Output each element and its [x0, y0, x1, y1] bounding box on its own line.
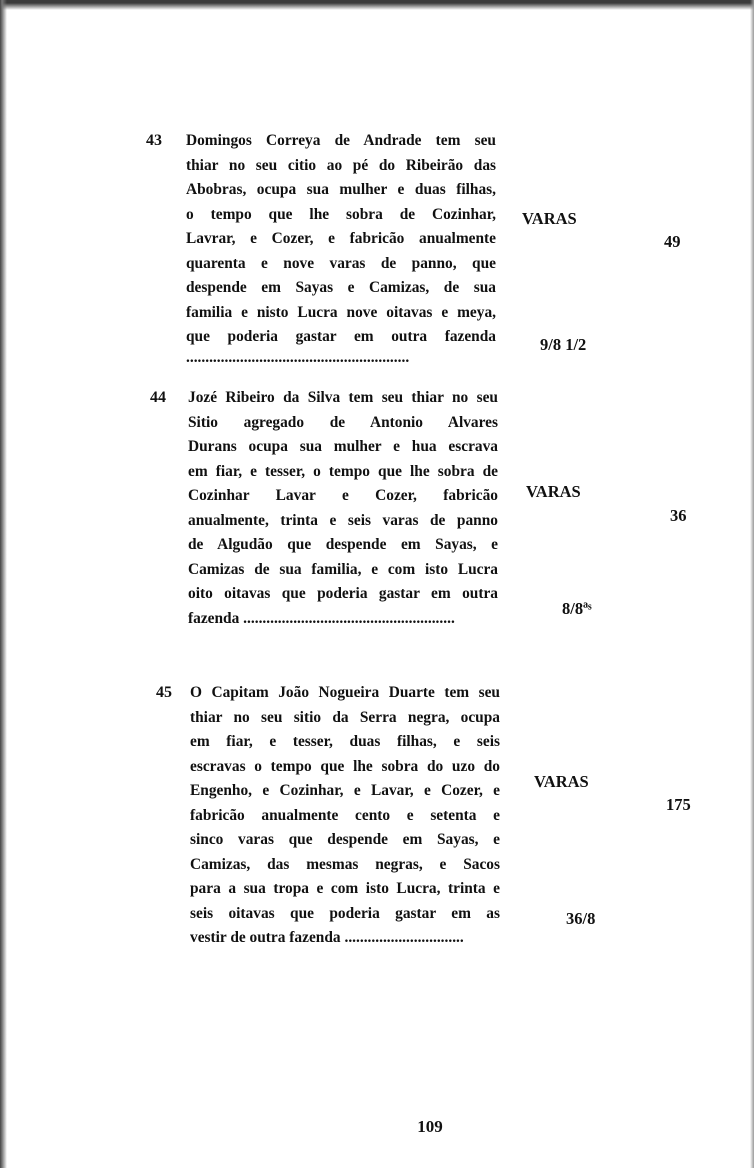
dotted-leader: ............................... [344, 929, 464, 946]
text-line: oito oitavas que poderia gastar em outra [188, 585, 498, 602]
value-oitavas: 8/8ªˢ [562, 599, 592, 618]
text-line: de Algudão que despende em Sayas, e [188, 536, 498, 553]
text-line: despende em Sayas e Camizas, de sua [186, 279, 496, 296]
text-line: em fiar, e tesser, o tempo que lhe sobra de [188, 462, 498, 480]
text-line: anualmente, trinta e seis varas de panno [188, 511, 498, 529]
dotted-leader: ....................................................... [243, 609, 455, 627]
dotted-leader: .......................................................... [186, 349, 410, 366]
value-oitavas: 9/8 1/2 [540, 335, 587, 354]
text-line: thiar no seu sitio da Serra negra, ocupa [190, 708, 500, 726]
text-line-last [188, 607, 498, 632]
quantity-value: 175 [666, 795, 691, 814]
entry-text [188, 386, 498, 631]
text-line: familia e nisto Lucra nove oitavas e meya, [186, 303, 496, 321]
value-oitavas: 36/8 [566, 909, 596, 928]
unit-label: VARAS [534, 772, 589, 791]
unit-label: VARAS [526, 482, 581, 501]
page-number: 109 [417, 1117, 443, 1136]
entry-text [186, 129, 496, 370]
text-line: Jozé Ribeiro da Silva tem seu thiar no seu [188, 389, 498, 406]
text-line: Abobras, ocupa sua mulher e duas filhas, [186, 181, 496, 198]
scan-edge-left [0, 0, 7, 1168]
quantity-value: 49 [664, 232, 681, 251]
entry-number: 44 [150, 389, 166, 406]
text-line: O Capitam João Nogueira Duarte tem seu [190, 684, 500, 701]
text-line: Durans ocupa sua mulher e hua escrava [188, 438, 498, 455]
scan-edge-top [0, 0, 754, 10]
text-line-last [190, 926, 500, 951]
text-line: sinco varas que despende em Sayas, e [190, 831, 500, 848]
text-line: fazenda [188, 609, 240, 627]
text-line: que poderia gastar em outra fazenda [186, 328, 496, 345]
quantity-value: 36 [670, 506, 687, 525]
text-line: Camizas, das mesmas negras, e Sacos [190, 855, 500, 873]
entry-number: 43 [146, 132, 162, 149]
text-line: thiar no seu citio ao pé do Ribeirão das [186, 156, 496, 174]
text-line: Lavrar, e Cozer, e fabricão anualmente [186, 230, 496, 247]
text-line: Cozinhar Lavar e Cozer, fabricão [188, 487, 498, 504]
text-line: Engenho, e Cozinhar, e Lavar, e Cozer, e [190, 782, 500, 799]
text-line: o tempo que lhe sobra de Cozinhar, [186, 205, 496, 223]
scan-edge-right [750, 0, 754, 1168]
entry-text [190, 681, 500, 951]
unit-label: VARAS [522, 209, 577, 228]
text-line: vestir de outra fazenda [190, 929, 341, 946]
text-line: escravas o tempo que lhe sobra do uzo do [190, 757, 500, 775]
text-line: quarenta e nove varas de panno, que [186, 254, 496, 272]
text-line: Sitio agregado de Antonio Alvares [188, 413, 498, 431]
entry-number: 45 [156, 684, 172, 701]
text-line: em fiar, e tesser, duas filhas, e seis [190, 733, 500, 750]
text-line: para a sua tropa e com isto Lucra, trinta e [190, 880, 500, 897]
text-line: Camizas de sua familia, e com isto Lucra [188, 560, 498, 578]
text-line: seis oitavas que poderia gastar em as [190, 904, 500, 922]
text-line: Domingos Correya de Andrade tem seu [186, 132, 496, 149]
text-line: fabricão anualmente cento e setenta e [190, 806, 500, 824]
